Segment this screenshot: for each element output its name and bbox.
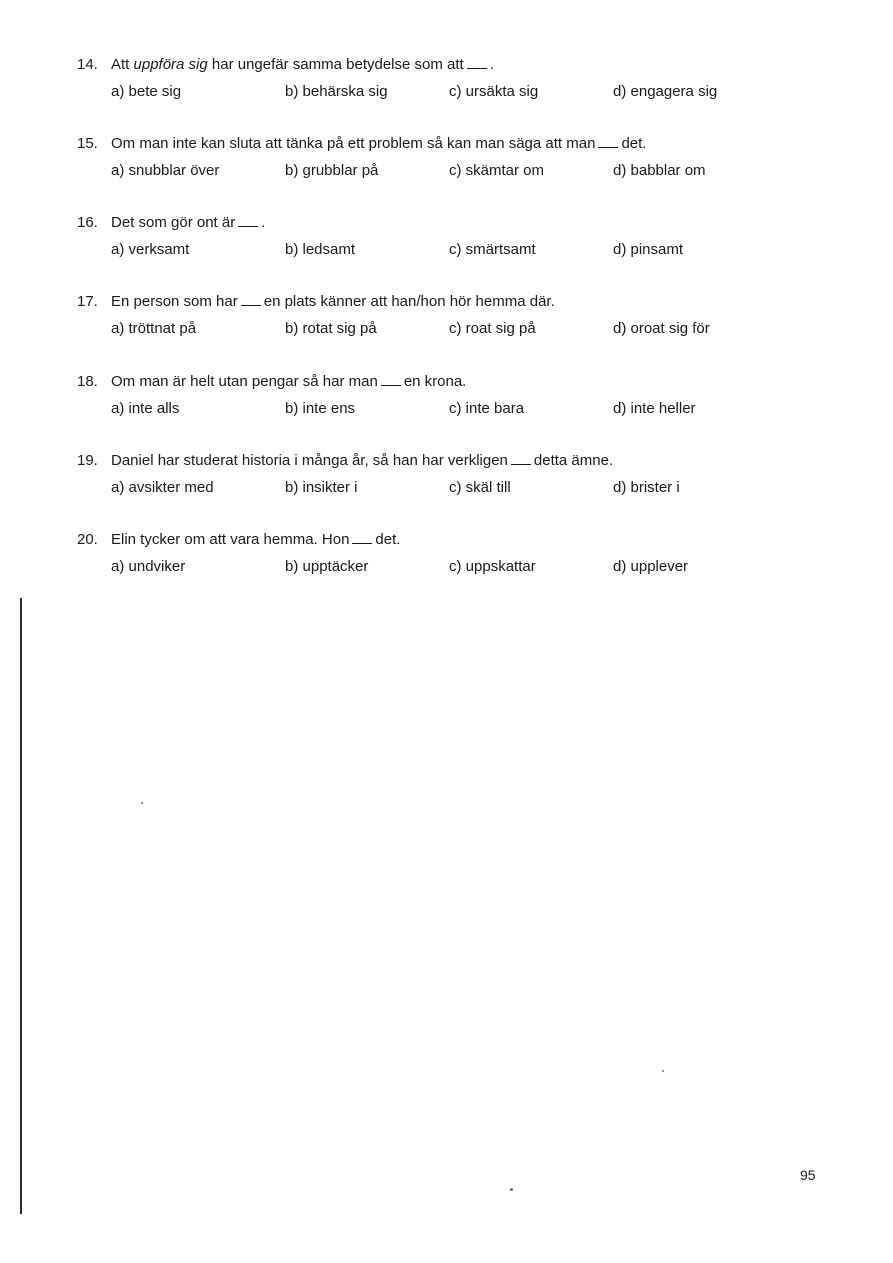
option-c: c) inte bara [449, 400, 525, 417]
question-number: 18. [77, 373, 98, 390]
question-15 [0, 135, 893, 185]
option-b: b) ledsamt [285, 241, 356, 258]
option-a: a) snubblar över [111, 162, 220, 179]
option-d: d) oroat sig för [613, 320, 710, 337]
option-a: a) avsikter med [111, 479, 214, 496]
question-17 [0, 293, 893, 343]
option-b: b) insikter i [285, 479, 358, 496]
answer-blank [511, 452, 531, 465]
option-b: b) behärska sig [285, 83, 388, 100]
question-number: 17. [77, 293, 98, 310]
answer-blank [238, 214, 258, 227]
option-d: d) upplever [613, 558, 689, 575]
scan-margin-line [20, 598, 22, 1214]
question-18 [0, 373, 893, 423]
question-number: 20. [77, 531, 98, 548]
option-b: b) inte ens [285, 400, 356, 417]
option-a: a) inte alls [111, 400, 180, 417]
scan-speck [510, 1188, 513, 1191]
question-text: Om man inte kan sluta att tänka på ett problem så kan man säga att man det. [111, 135, 647, 152]
option-a: a) verksamt [111, 241, 190, 258]
option-c: c) skämtar om [449, 162, 545, 179]
scan-speck [141, 802, 143, 804]
option-c: c) uppskattar [449, 558, 536, 575]
question-number: 16. [77, 214, 98, 231]
question-number: 19. [77, 452, 98, 469]
question-text: Elin tycker om att vara hemma. Hon det. [111, 531, 401, 548]
option-c: c) ursäkta sig [449, 83, 539, 100]
answer-blank [598, 135, 618, 148]
option-a: a) tröttnat på [111, 320, 197, 337]
option-c: c) skäl till [449, 479, 511, 496]
option-b: b) upptäcker [285, 558, 369, 575]
answer-blank [241, 293, 261, 306]
option-c: c) smärtsamt [449, 241, 536, 258]
page-number: 95 [800, 1167, 816, 1183]
option-d: d) babblar om [613, 162, 706, 179]
answer-blank [381, 373, 401, 386]
option-c: c) roat sig på [449, 320, 536, 337]
option-d: d) pinsamt [613, 241, 684, 258]
option-a: a) bete sig [111, 83, 182, 100]
option-b: b) rotat sig på [285, 320, 377, 337]
option-b: b) grubblar på [285, 162, 379, 179]
question-text: En person som har en plats känner att han/hon hör hemma där. [111, 293, 555, 310]
option-d: d) engagera sig [613, 83, 718, 100]
option-d: d) inte heller [613, 400, 696, 417]
scan-speck [662, 1070, 664, 1072]
option-a: a) undviker [111, 558, 186, 575]
answer-blank [467, 56, 487, 69]
question-16 [0, 214, 893, 264]
question-20 [0, 531, 893, 581]
option-d: d) brister i [613, 479, 680, 496]
answer-blank [352, 531, 372, 544]
question-text: Det som gör ont är . [111, 214, 266, 231]
question-number: 14. [77, 56, 98, 73]
question-text: Att uppföra sig har ungefär samma betydelse som att . [111, 56, 494, 73]
question-text: Om man är helt utan pengar så har man en krona. [111, 373, 467, 390]
question-19 [0, 452, 893, 502]
emphasized-term: uppföra sig [133, 56, 208, 73]
question-number: 15. [77, 135, 98, 152]
question-14 [0, 56, 893, 106]
question-text: Daniel har studerat historia i många år, så han har verkligen detta ämne. [111, 452, 614, 469]
